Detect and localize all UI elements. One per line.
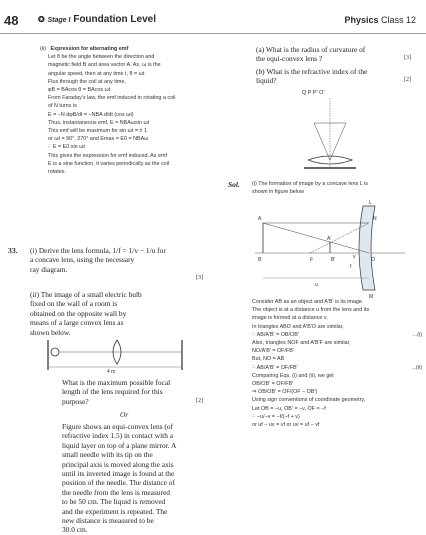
subject-label	[344, 15, 416, 25]
question-line: obtained on the opposite wall by	[30, 308, 127, 318]
text-line: angular speed, then at any time t, θ = ωt	[48, 70, 145, 77]
text-line: rotates.	[48, 169, 66, 176]
derivation-line	[252, 405, 422, 413]
solution-line: (i) The formation of image by a concave lens L is	[252, 181, 368, 187]
text-line: Flux through the coil at any time,	[48, 78, 126, 85]
question-line: principal axis is moved along the axis	[62, 459, 174, 469]
stage-label: Stage I	[47, 17, 71, 24]
question-33-number: 33.	[8, 246, 18, 255]
derivation-text: ∴ −u/−v = −f/(−f + v)	[252, 413, 300, 420]
text-line: Thus, instantaneous emf, E = NBAωsin ωt	[48, 119, 150, 126]
derivation-line	[252, 372, 422, 380]
part-ii-title: Expression for alternating emf	[50, 46, 129, 52]
question-line: ray diagram.	[30, 264, 68, 274]
derivation-text: image is formed at a distance v.	[252, 315, 328, 322]
text-line: E = −N dφB/dt = −NBA d/dt (cos ωt)	[48, 111, 134, 118]
question-line: position of the needle. The distance of	[62, 478, 175, 488]
question-line: the needle from the lens is measured	[62, 487, 170, 497]
solution-line: shown in figure below	[252, 189, 304, 196]
equation-tag: ...(ii)	[411, 364, 422, 371]
derivation-text: Using sign conventions of coordinate geometry,	[252, 397, 366, 404]
ray-through-center	[263, 223, 369, 253]
question-line: (i) Derive the lens formula, 1/f = 1/v − 1/u for	[30, 246, 166, 255]
bulb-lens-figure	[45, 340, 185, 375]
derivation-line	[252, 331, 422, 339]
question-33-ii	[30, 290, 208, 337]
derivation-text: But, NO = AB	[252, 356, 285, 363]
derivation-line	[252, 298, 422, 306]
label-B: B	[258, 257, 262, 263]
derivation-text: or uf − uv = vf or uv = uf − vf	[252, 422, 320, 429]
text-line: or ωt = 90°, 270° and Emax = E0 = NBAω	[48, 136, 149, 143]
text-line: From Faraday's law, the emf induced in rotating a coil	[48, 95, 176, 102]
text-line: E is a sine function, it varies periodically as the coil	[48, 160, 170, 167]
part-ii-heading	[40, 45, 220, 53]
derivation-text: Also, triangles NOF and A'B'F are similar,	[252, 340, 351, 347]
derivation-text: ∴ AB/A'B' = OF/FB'	[252, 364, 298, 371]
question-line: liquid layer on top of a plane mirror. A	[62, 440, 177, 450]
question-line: the equi-convex lens ?	[256, 54, 323, 64]
question-a-marks: [3]	[404, 55, 411, 61]
question-line: (ii) The image of a small electric bulb	[30, 290, 142, 299]
derivation-line	[252, 339, 422, 347]
derivation-line	[252, 314, 422, 322]
question-line: purpose?	[62, 396, 89, 406]
derivation-text: ⇒ OB/OB' = OF/(OF − OB')	[252, 389, 318, 396]
header-rule	[0, 33, 426, 34]
question-line: means of a large convex lens as	[30, 318, 124, 328]
stage-star-icon: ✪	[38, 15, 45, 24]
text-line: This gives the expression for emf induced. As emf	[48, 152, 167, 159]
label-u: u	[315, 282, 318, 288]
level-label: Foundation Level	[73, 14, 156, 25]
question-a	[256, 45, 416, 64]
derivation-block	[252, 298, 422, 429]
derivation-line	[252, 306, 422, 314]
question-line: (a) What is the radius of curvature of	[256, 45, 366, 54]
figure-points-label: Q P P' O'	[302, 90, 325, 96]
question-33-ii-question	[62, 378, 208, 406]
class-name: Class 12	[380, 15, 416, 25]
question-33-ii-marks: [2]	[196, 398, 203, 404]
question-line: to be 50 cm. The liquid is removed	[62, 497, 166, 507]
question-line: shown below.	[30, 327, 71, 337]
text-line: magnetic field B and area vector A. As, ω is the	[48, 62, 161, 69]
derivation-line	[252, 413, 422, 421]
label-A-prime: A'	[327, 236, 332, 242]
question-line: (b) What is the refractive index of the	[256, 67, 368, 76]
derivation-line	[252, 380, 422, 388]
derivation-text: In triangles ABO and A'B'O are similar,	[252, 323, 344, 330]
lens-mirror-figure	[300, 88, 360, 173]
or-question	[62, 422, 212, 535]
derivation-text: Let OB = −u, OB' = −v, OF = −f	[252, 405, 326, 412]
solution-intro	[252, 180, 422, 196]
question-line: fixed on the wall of a room is	[30, 299, 118, 309]
text-line: This emf will be maximum for sin ωt = ± 1	[48, 128, 147, 135]
label-f: f	[350, 264, 352, 270]
derivation-text: OB/OB' = OF/FB'	[252, 381, 294, 388]
derivation-text: Consider AB as an object and A'B' is its image.	[252, 299, 364, 305]
question-line: until its inverted image is found at the	[62, 469, 175, 479]
derivation-text: The object is at a distance u from the lens and its	[252, 307, 370, 314]
question-line: Figure shows an equi-convex lens (of	[62, 422, 174, 431]
question-33-i	[30, 246, 208, 274]
part-ii-label: (ii)	[40, 46, 46, 52]
label-O: O	[371, 257, 375, 263]
question-line: liquid?	[256, 76, 277, 86]
derivation-line	[252, 355, 422, 363]
derivation-text: Comparing Eqs. (i) and (ii), we get	[252, 372, 334, 379]
question-b-marks: [2]	[404, 77, 411, 83]
derivation-line	[252, 396, 422, 404]
text-line: ∴ E = E0 sin ωt	[48, 144, 85, 151]
question-line: What is the maximum possible focal	[62, 378, 171, 387]
concave-lens-ray-diagram	[255, 198, 405, 300]
derivation-line	[252, 347, 422, 355]
derivation-line	[252, 421, 422, 429]
page-number: 48	[4, 13, 19, 28]
question-line: length of the lens required for this	[62, 387, 163, 397]
part-ii-lines	[40, 53, 220, 176]
question-line: small needle with its tip on the	[62, 450, 153, 460]
label-M: M	[369, 294, 374, 300]
question-line: a concave lens, using the necessary	[30, 255, 135, 265]
derivation-text: ∴ AB/A'B' = OB/OB'	[252, 331, 299, 338]
equation-tag: ...(i)	[412, 331, 422, 338]
question-line: 30.0 cm.	[62, 525, 88, 535]
subject-name: Physics	[344, 15, 379, 25]
text-line: Let θ be the angle between the direction and	[48, 54, 155, 61]
derivation-line	[252, 388, 422, 396]
question-b	[256, 67, 416, 86]
question-line: and the experiment is repeated. The	[62, 506, 168, 516]
label-F: F	[310, 257, 314, 263]
or-label: Or	[120, 410, 129, 419]
question-33-i-marks: [3]	[196, 275, 203, 281]
solution-label: Sol.	[228, 180, 240, 189]
text-line: of N turns is	[48, 103, 77, 110]
book-level-title	[38, 14, 156, 25]
text-line: φB = BAcos θ = BAcos ωt	[48, 87, 111, 94]
label-L: L	[369, 200, 372, 206]
label-v: v	[353, 254, 356, 260]
derivation-line	[252, 323, 422, 331]
label-A: A	[258, 216, 262, 222]
derivation-line	[252, 364, 422, 372]
distance-label: 4 m	[107, 369, 116, 375]
question-line: refractive index 1.5) in contact with a	[62, 431, 174, 441]
label-B-prime: B'	[331, 257, 336, 263]
derivation-text: NO/A'B' = OF/FB'	[252, 348, 294, 355]
question-line: new distance is measured to be	[62, 516, 154, 526]
bulb-icon	[51, 348, 59, 356]
label-N: N	[373, 216, 377, 222]
part-ii-block	[40, 45, 220, 176]
